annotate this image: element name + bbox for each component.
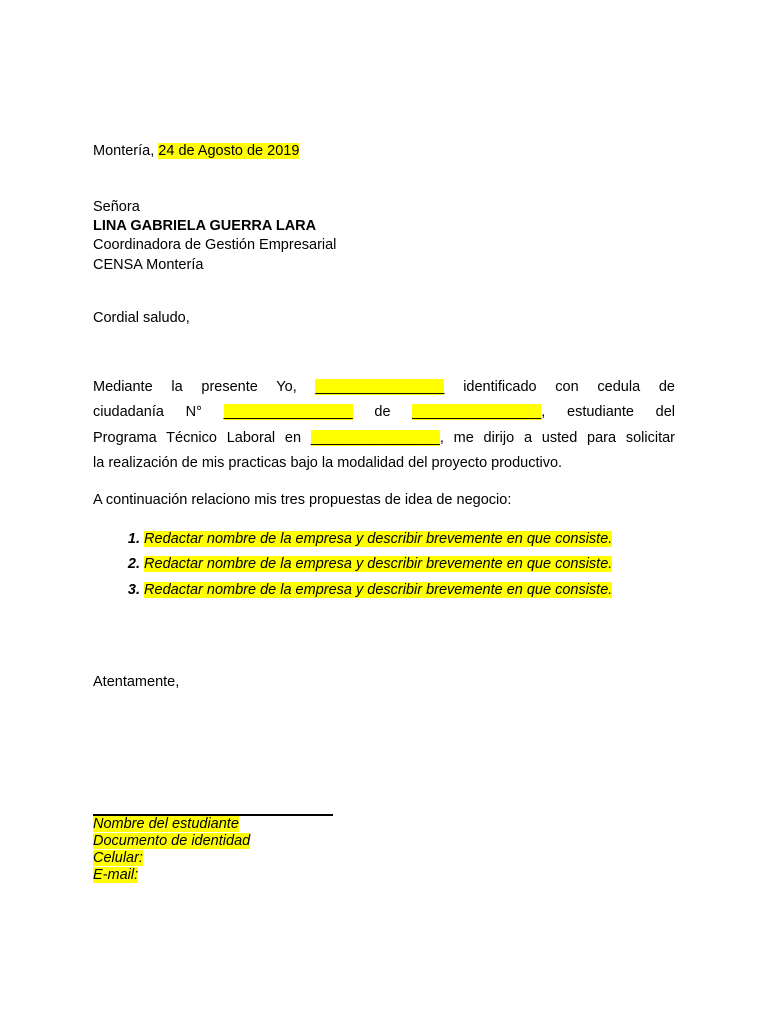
signature-block	[93, 816, 250, 884]
blank-field: ________________	[310, 429, 440, 446]
body-line: la realización de mis practicas bajo la modalidad del proyecto productivo.	[93, 455, 563, 472]
list-item	[93, 554, 612, 579]
email-placeholder: E-mail:	[93, 867, 139, 883]
body-line: ciudadanía N° ________________ de ________________, estudiante del	[93, 404, 676, 421]
list-number: 1.	[127, 531, 140, 547]
blank-field: ________________	[223, 404, 353, 421]
phone-placeholder: Celular:	[93, 850, 143, 866]
proposal-text: Redactar nombre de la empresa y describir brevemente en que consiste.	[144, 581, 613, 598]
list-item	[93, 529, 612, 554]
place-date-line	[93, 142, 299, 160]
body-line: Mediante la presente Yo, ________________ identificado con cedula de	[93, 379, 675, 395]
blank-field: ________________	[315, 379, 445, 395]
signature-line	[93, 798, 333, 816]
recipient-title: Señora	[93, 199, 140, 215]
greeting: Cordial saludo,	[93, 310, 190, 326]
date-text: 24 de Agosto de 2019	[158, 143, 300, 159]
letter-page	[93, 0, 675, 1024]
recipient-name: LINA GABRIELA GUERRA LARA	[93, 218, 317, 234]
closing: Atentamente,	[93, 674, 180, 690]
proposals-intro: A continuación relaciono mis tres propuestas de idea de negocio:	[93, 492, 512, 508]
body-line: Programa Técnico Laboral en ________________, me dirijo a usted para solicitar	[93, 429, 675, 446]
body-paragraph	[93, 375, 675, 477]
blank-field: ________________	[412, 404, 542, 421]
list-number: 3.	[127, 581, 140, 598]
proposal-list	[93, 529, 612, 605]
student-name-placeholder: Nombre del estudiante	[93, 816, 239, 832]
list-number: 2.	[127, 556, 140, 573]
place-text: Montería,	[93, 143, 159, 159]
proposal-text: Redactar nombre de la empresa y describir brevemente en que consiste.	[144, 556, 613, 573]
id-document-placeholder: Documento de identidad	[93, 833, 251, 849]
proposal-text: Redactar nombre de la empresa y describir brevemente en que consiste.	[144, 531, 613, 547]
recipient-org: CENSA Montería	[93, 257, 204, 273]
recipient-role: Coordinadora de Gestión Empresarial	[93, 237, 337, 253]
list-item	[93, 580, 612, 605]
